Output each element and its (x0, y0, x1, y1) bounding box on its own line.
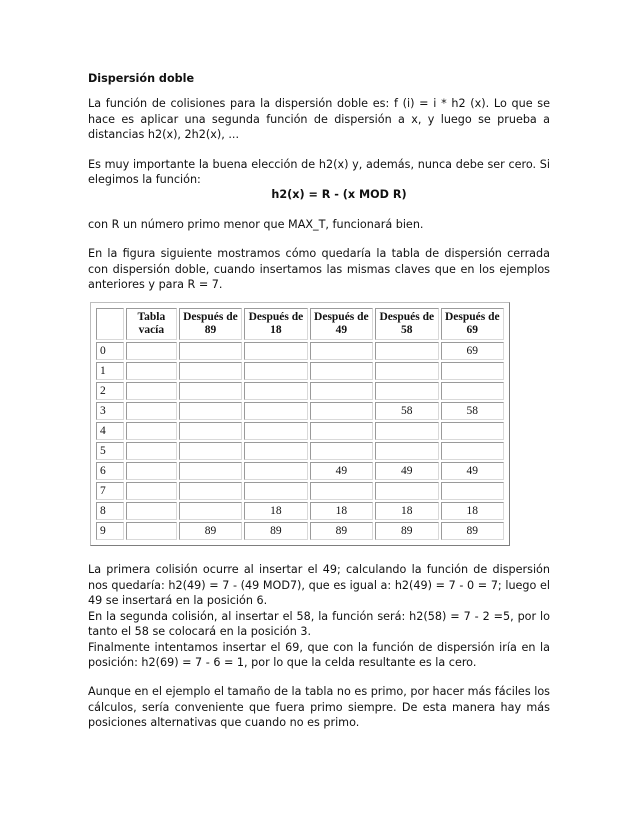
row-index-cell: 4 (96, 422, 124, 440)
table-row (96, 502, 504, 520)
table-cell: 58 (441, 402, 504, 420)
row-index-cell: 1 (96, 362, 124, 380)
table-cell (244, 422, 307, 440)
table-cell (441, 442, 504, 460)
table-cell (244, 462, 307, 480)
table-cell (126, 482, 177, 500)
table-cell (126, 442, 177, 460)
table-cell: 89 (244, 522, 307, 540)
table-cell (441, 362, 504, 380)
table-row (96, 362, 504, 380)
table-cell: 18 (244, 502, 307, 520)
table-cell (179, 422, 242, 440)
row-index-cell: 6 (96, 462, 124, 480)
paragraph-collision-3: Finalmente intentamos insertar el 69, que con la función de dispersión iría en la posición: h2(69) = 7 - 6 = 1, por lo que la celda resultante es la cero. (88, 640, 550, 669)
header-cell: Después de 69 (441, 308, 504, 340)
table-cell (310, 382, 373, 400)
table-cell (179, 442, 242, 460)
table-cell (244, 482, 307, 500)
table-row (96, 462, 504, 480)
table-body (96, 342, 504, 540)
table-cell: 89 (179, 522, 242, 540)
table-cell (179, 462, 242, 480)
table-cell (375, 482, 438, 500)
table-cell (126, 342, 177, 360)
header-cell: Después de 18 (244, 308, 307, 340)
table-cell (310, 442, 373, 460)
table-cell: 18 (375, 502, 438, 520)
table-cell (310, 422, 373, 440)
table-cell: 69 (441, 342, 504, 360)
table-cell (310, 482, 373, 500)
table-cell: 89 (441, 522, 504, 540)
table-cell (244, 362, 307, 380)
table-cell (126, 522, 177, 540)
table-cell (375, 382, 438, 400)
table-row (96, 442, 504, 460)
table-cell (179, 482, 242, 500)
header-cell (96, 308, 124, 340)
document-body (88, 71, 550, 731)
table-cell (179, 402, 242, 420)
paragraph-condition: con R un número primo menor que MAX_T, funcionará bien. (88, 217, 424, 231)
row-index-cell: 0 (96, 342, 124, 360)
table-cell (244, 342, 307, 360)
dispersion-table-frame (90, 302, 510, 546)
row-index-cell: 2 (96, 382, 124, 400)
row-index-cell: 5 (96, 442, 124, 460)
table-cell (375, 342, 438, 360)
table-cell (310, 402, 373, 420)
table-row (96, 522, 504, 540)
table-cell (126, 462, 177, 480)
table-cell: 49 (441, 462, 504, 480)
table-cell (375, 362, 438, 380)
table-cell: 58 (375, 402, 438, 420)
table-cell (310, 362, 373, 380)
header-cell: Tabla vacía (126, 308, 177, 340)
row-index-cell: 9 (96, 522, 124, 540)
table-cell (244, 402, 307, 420)
table-row (96, 422, 504, 440)
row-index-cell: 8 (96, 502, 124, 520)
table-cell: 89 (375, 522, 438, 540)
paragraph-collision-1: La primera colisión ocurre al insertar el 49; calculando la función de dispersión nos quedaría: h2(49) = 7 - (49 MOD7), que es igual a: h2(49) = 7 - 0 = 7; luego el 49 se insertará en la posición 6. (88, 563, 550, 608)
table-cell (126, 502, 177, 520)
table-cell: 89 (310, 522, 373, 540)
section-title: Dispersión doble (88, 72, 195, 85)
table-cell (310, 342, 373, 360)
paragraph-collision-2: En la segunda colisión, al insertar el 58, la función será: h2(58) = 7 - 2 =5, por lo tanto el 58 se colocará en la posición 3. (88, 609, 550, 639)
table-cell (441, 382, 504, 400)
paragraph-definition: La función de colisiones para la dispersión doble es: f (i) = i * h2 (x). Lo que se hace es aplicar una segunda función de dispersión a x, y luego se prueba a distancias h2(x), 2h2(x), ... (88, 97, 550, 142)
table-cell (375, 442, 438, 460)
table-cell (179, 382, 242, 400)
table-cell (126, 402, 177, 420)
table-row (96, 382, 504, 400)
table-cell (441, 482, 504, 500)
paragraph-conclusion: Aunque en el ejemplo el tamaño de la tabla no es primo, por hacer más fáciles los cálculos, sería conveniente que fuera primo siempre. De esta manera hay más posiciones alternativas que cuando no es primo. (88, 685, 550, 730)
table-cell: 18 (441, 502, 504, 520)
table-row (96, 482, 504, 500)
formula: h2(x) = R - (x MOD R) (271, 188, 407, 202)
table-cell (441, 422, 504, 440)
header-cell: Después de 49 (310, 308, 373, 340)
table-cell: 49 (375, 462, 438, 480)
table-cell (126, 422, 177, 440)
table-cell (244, 442, 307, 460)
table-cell (126, 362, 177, 380)
header-cell: Después de 89 (179, 308, 242, 340)
dispersion-table (94, 306, 506, 542)
table-cell: 49 (310, 462, 373, 480)
table-cell: 18 (310, 502, 373, 520)
table-row (96, 342, 504, 360)
paragraph-figure-intro: En la figura siguiente mostramos cómo quedaría la tabla de dispersión cerrada con dispersión doble, cuando insertamos las mismas claves que en los ejemplos anteriores y para R = 7. (88, 247, 550, 292)
table-row (96, 402, 504, 420)
row-index-cell: 3 (96, 402, 124, 420)
table-cell (179, 342, 242, 360)
table-header-row (96, 308, 504, 340)
paragraph-choice: Es muy importante la buena elección de h2(x) y, además, nunca debe ser cero. Si elegimos la función: (88, 157, 550, 187)
table-cell (244, 382, 307, 400)
header-cell: Después de 58 (375, 308, 438, 340)
table-cell (375, 422, 438, 440)
table-cell (179, 362, 242, 380)
table-cell (126, 382, 177, 400)
row-index-cell: 7 (96, 482, 124, 500)
table-cell (179, 502, 242, 520)
